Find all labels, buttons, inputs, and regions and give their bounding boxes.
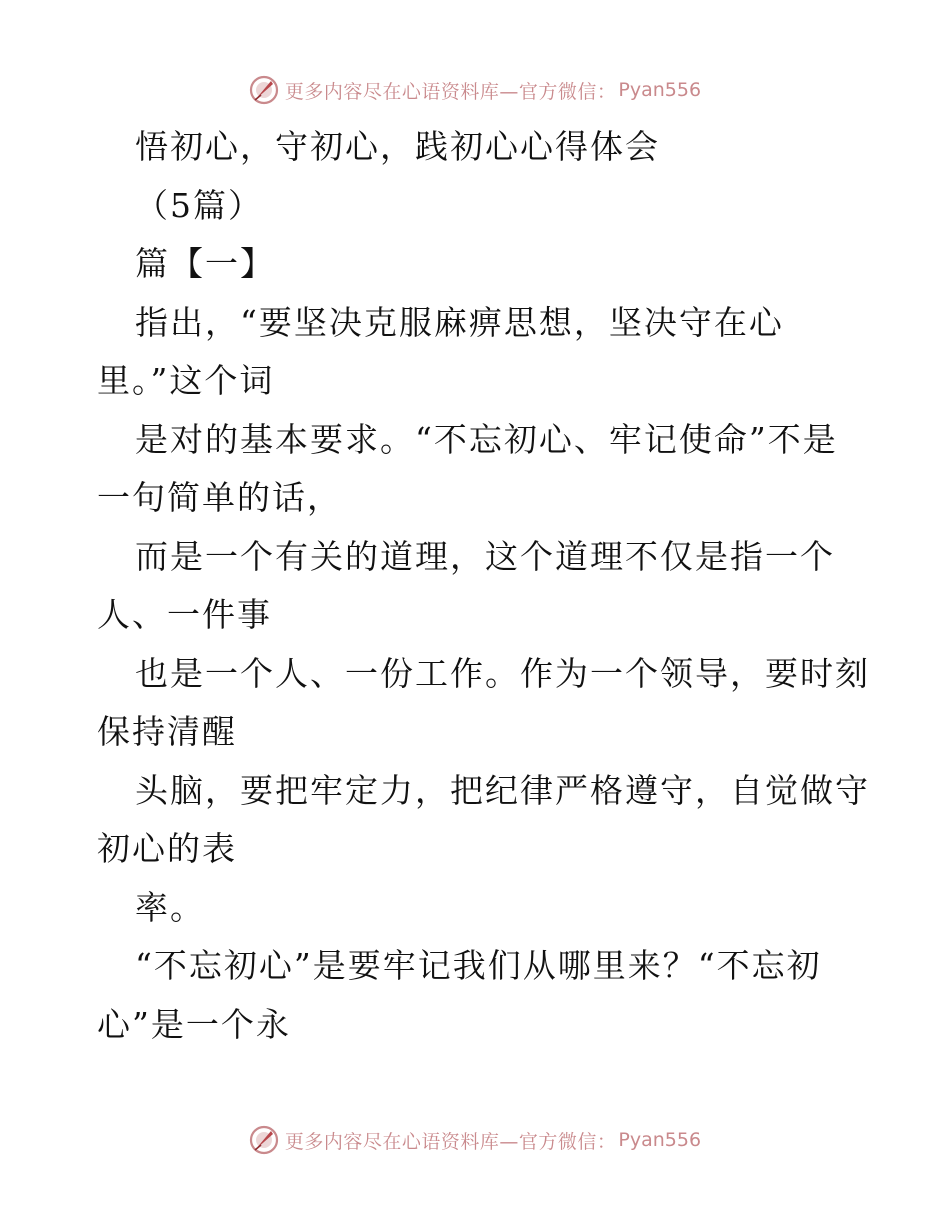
document-subtitle: （5篇） — [135, 186, 263, 225]
paragraph-line: 人、一件事 — [97, 595, 272, 634]
footer-banner — [0, 1120, 950, 1160]
quill-logo-icon — [249, 75, 279, 105]
banner-text: 更多内容尽在心语资料库—官方微信： — [284, 1130, 617, 1153]
paragraph-line: “不忘初心”是要牢记我们从哪里来？“不忘初 — [135, 946, 822, 985]
paragraph-line: 初心的表 — [97, 829, 237, 868]
header-banner — [0, 70, 950, 110]
quill-logo-icon — [249, 1125, 279, 1155]
paragraph-line: 里。”这个词 — [97, 361, 275, 400]
section-heading: 篇【一】 — [135, 244, 275, 283]
paragraph-line: 是对的基本要求。“不忘初心、牢记使命”不是 — [135, 420, 838, 459]
paragraph-line: 指出，“要坚决克服麻痹思想，坚决守在心 — [135, 303, 784, 342]
banner-text: 更多内容尽在心语资料库—官方微信： — [284, 80, 617, 103]
banner-wechat-id: Pyan556 — [618, 1129, 702, 1151]
banner-wechat-id: Pyan556 — [618, 79, 702, 101]
paragraph-line: 一句简单的话， — [97, 478, 342, 517]
paragraph-line: 率。 — [135, 888, 205, 927]
paragraph-line: 保持清醒 — [97, 712, 237, 751]
paragraph-line: 心”是一个永 — [97, 1005, 291, 1044]
document-title: 悟初心，守初心，践初心心得体会 — [135, 127, 660, 166]
paragraph-line: 也是一个人、一份工作。作为一个领导，要时刻 — [135, 654, 870, 693]
paragraph-line: 而是一个有关的道理，这个道理不仅是指一个 — [135, 537, 835, 576]
paragraph-line: 头脑，要把牢定力，把纪律严格遵守，自觉做守 — [135, 771, 870, 810]
